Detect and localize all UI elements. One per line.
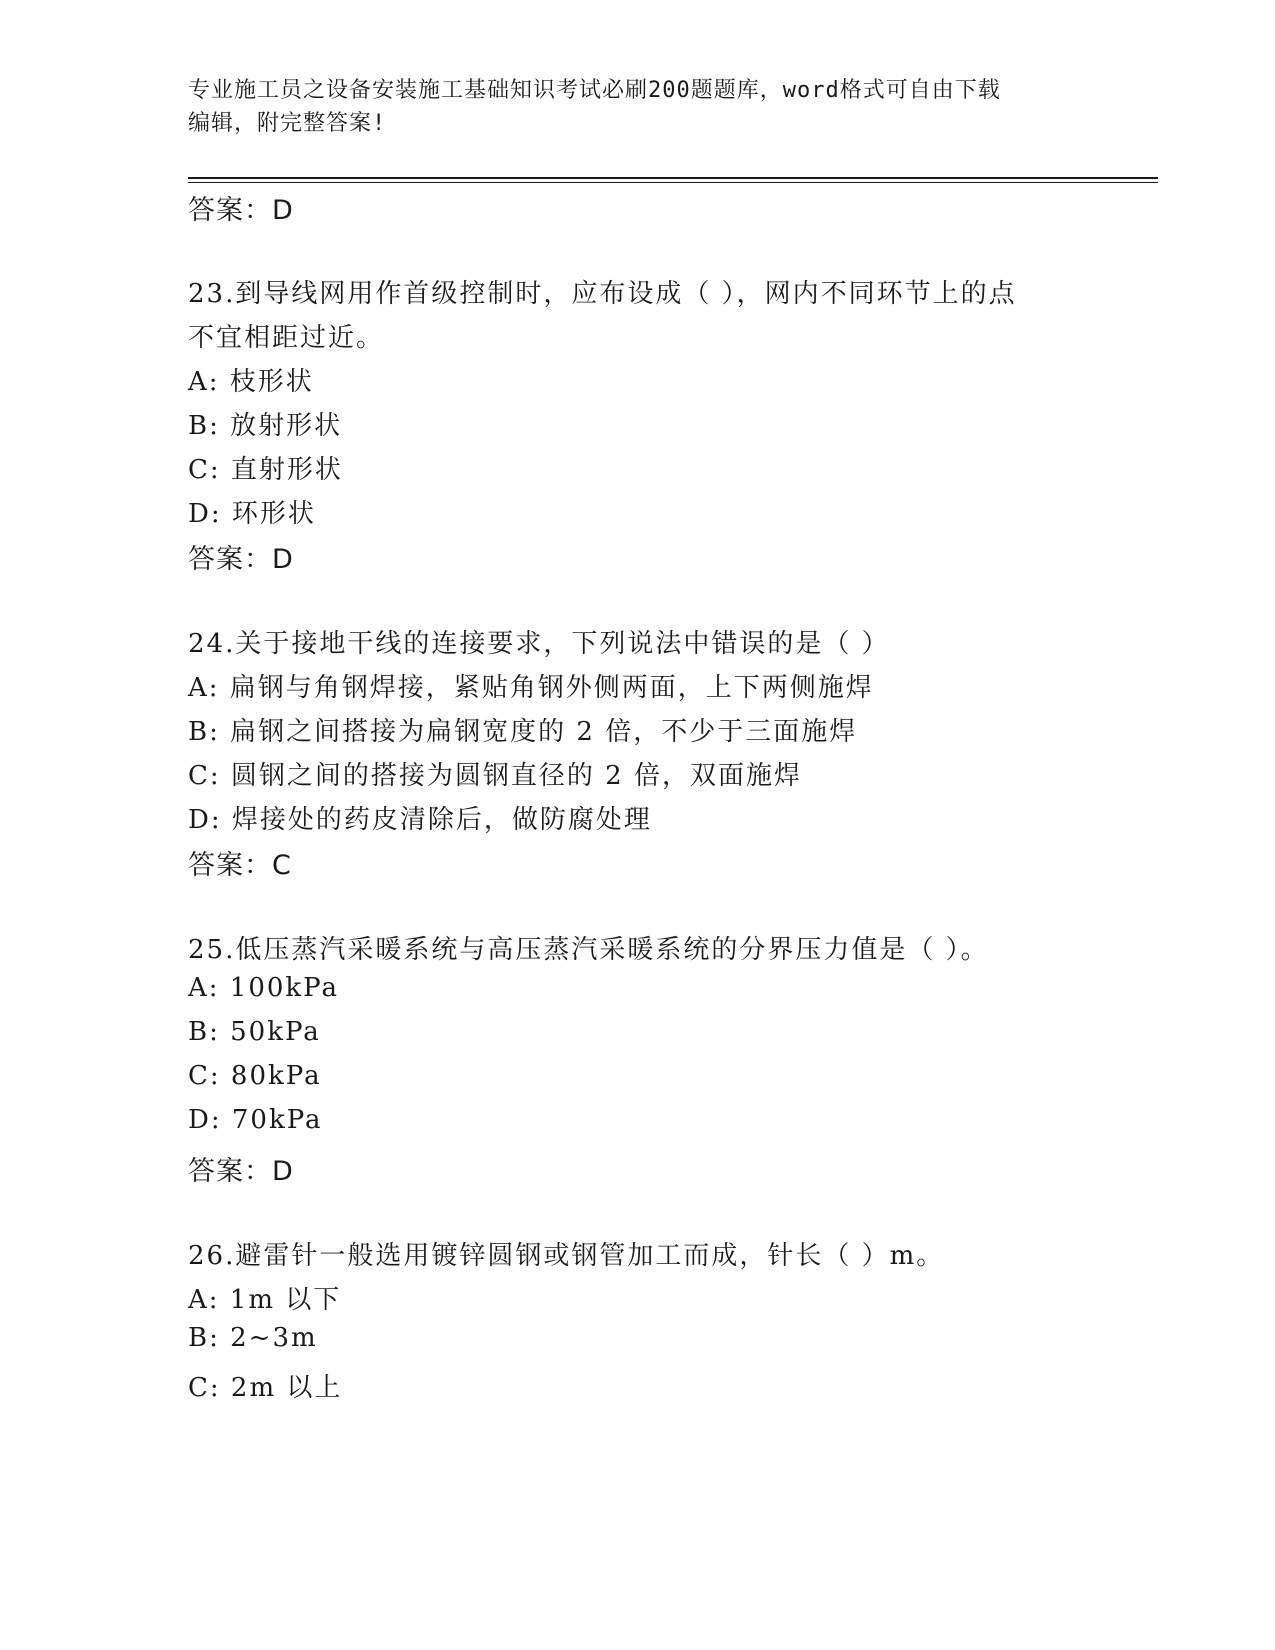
- document-header: [188, 74, 1088, 140]
- q23-option-d: D: 环形状: [188, 499, 316, 529]
- q24-option-c: C: 圆钢之间的搭接为圆钢直径的 2 倍，双面施焊: [188, 761, 802, 791]
- q25-option-a: A: 100kPa: [188, 973, 340, 1003]
- q25-stem: 25.低压蒸汽采暖系统与高压蒸汽采暖系统的分界压力值是（ ）。: [188, 935, 989, 965]
- q24-stem: 24.关于接地干线的连接要求，下列说法中错误的是（ ）: [188, 629, 890, 659]
- q25-option-d: D: 70kPa: [188, 1105, 323, 1135]
- q26-option-a: A: 1m 以下: [188, 1285, 342, 1315]
- q26-option-b: B: 2~3m: [188, 1323, 318, 1353]
- header-divider-thick: [188, 177, 1158, 179]
- q23-stem-line2: 不宜相距过近。: [188, 323, 385, 353]
- q25-option-c: C: 80kPa: [188, 1061, 322, 1091]
- q22-answer: 答案：D: [188, 195, 294, 226]
- q23-option-c: C: 直射形状: [188, 455, 343, 485]
- q25-answer: 答案：D: [188, 1156, 294, 1187]
- header-divider-thin: [188, 182, 1158, 183]
- q24-option-b: B: 扁钢之间搭接为扁钢宽度的 2 倍，不少于三面施焊: [188, 717, 858, 747]
- q24-option-a: A: 扁钢与角钢焊接，紧贴角钢外侧两面，上下两侧施焊: [188, 673, 874, 703]
- q23-stem-line1: 23.到导线网用作首级控制时，应布设成（ ），网内不同环节上的点: [188, 279, 1017, 309]
- q24-option-d: D: 焊接处的药皮清除后，做防腐处理: [188, 805, 652, 835]
- q23-option-b: B: 放射形状: [188, 411, 343, 441]
- header-title-line2: 编辑，附完整答案!: [188, 111, 387, 136]
- q23-answer: 答案：D: [188, 544, 294, 575]
- q23-option-a: A: 枝形状: [188, 367, 314, 397]
- header-title-line1: 专业施工员之设备安装施工基础知识考试必刷200题题库，word格式可自由下载: [188, 78, 1001, 103]
- q26-option-c: C: 2m 以上: [188, 1373, 343, 1403]
- q24-answer: 答案：C: [188, 850, 292, 881]
- q25-option-b: B: 50kPa: [188, 1017, 321, 1047]
- q26-stem: 26.避雷针一般选用镀锌圆钢或钢管加工而成，针长（ ）m。: [188, 1241, 945, 1271]
